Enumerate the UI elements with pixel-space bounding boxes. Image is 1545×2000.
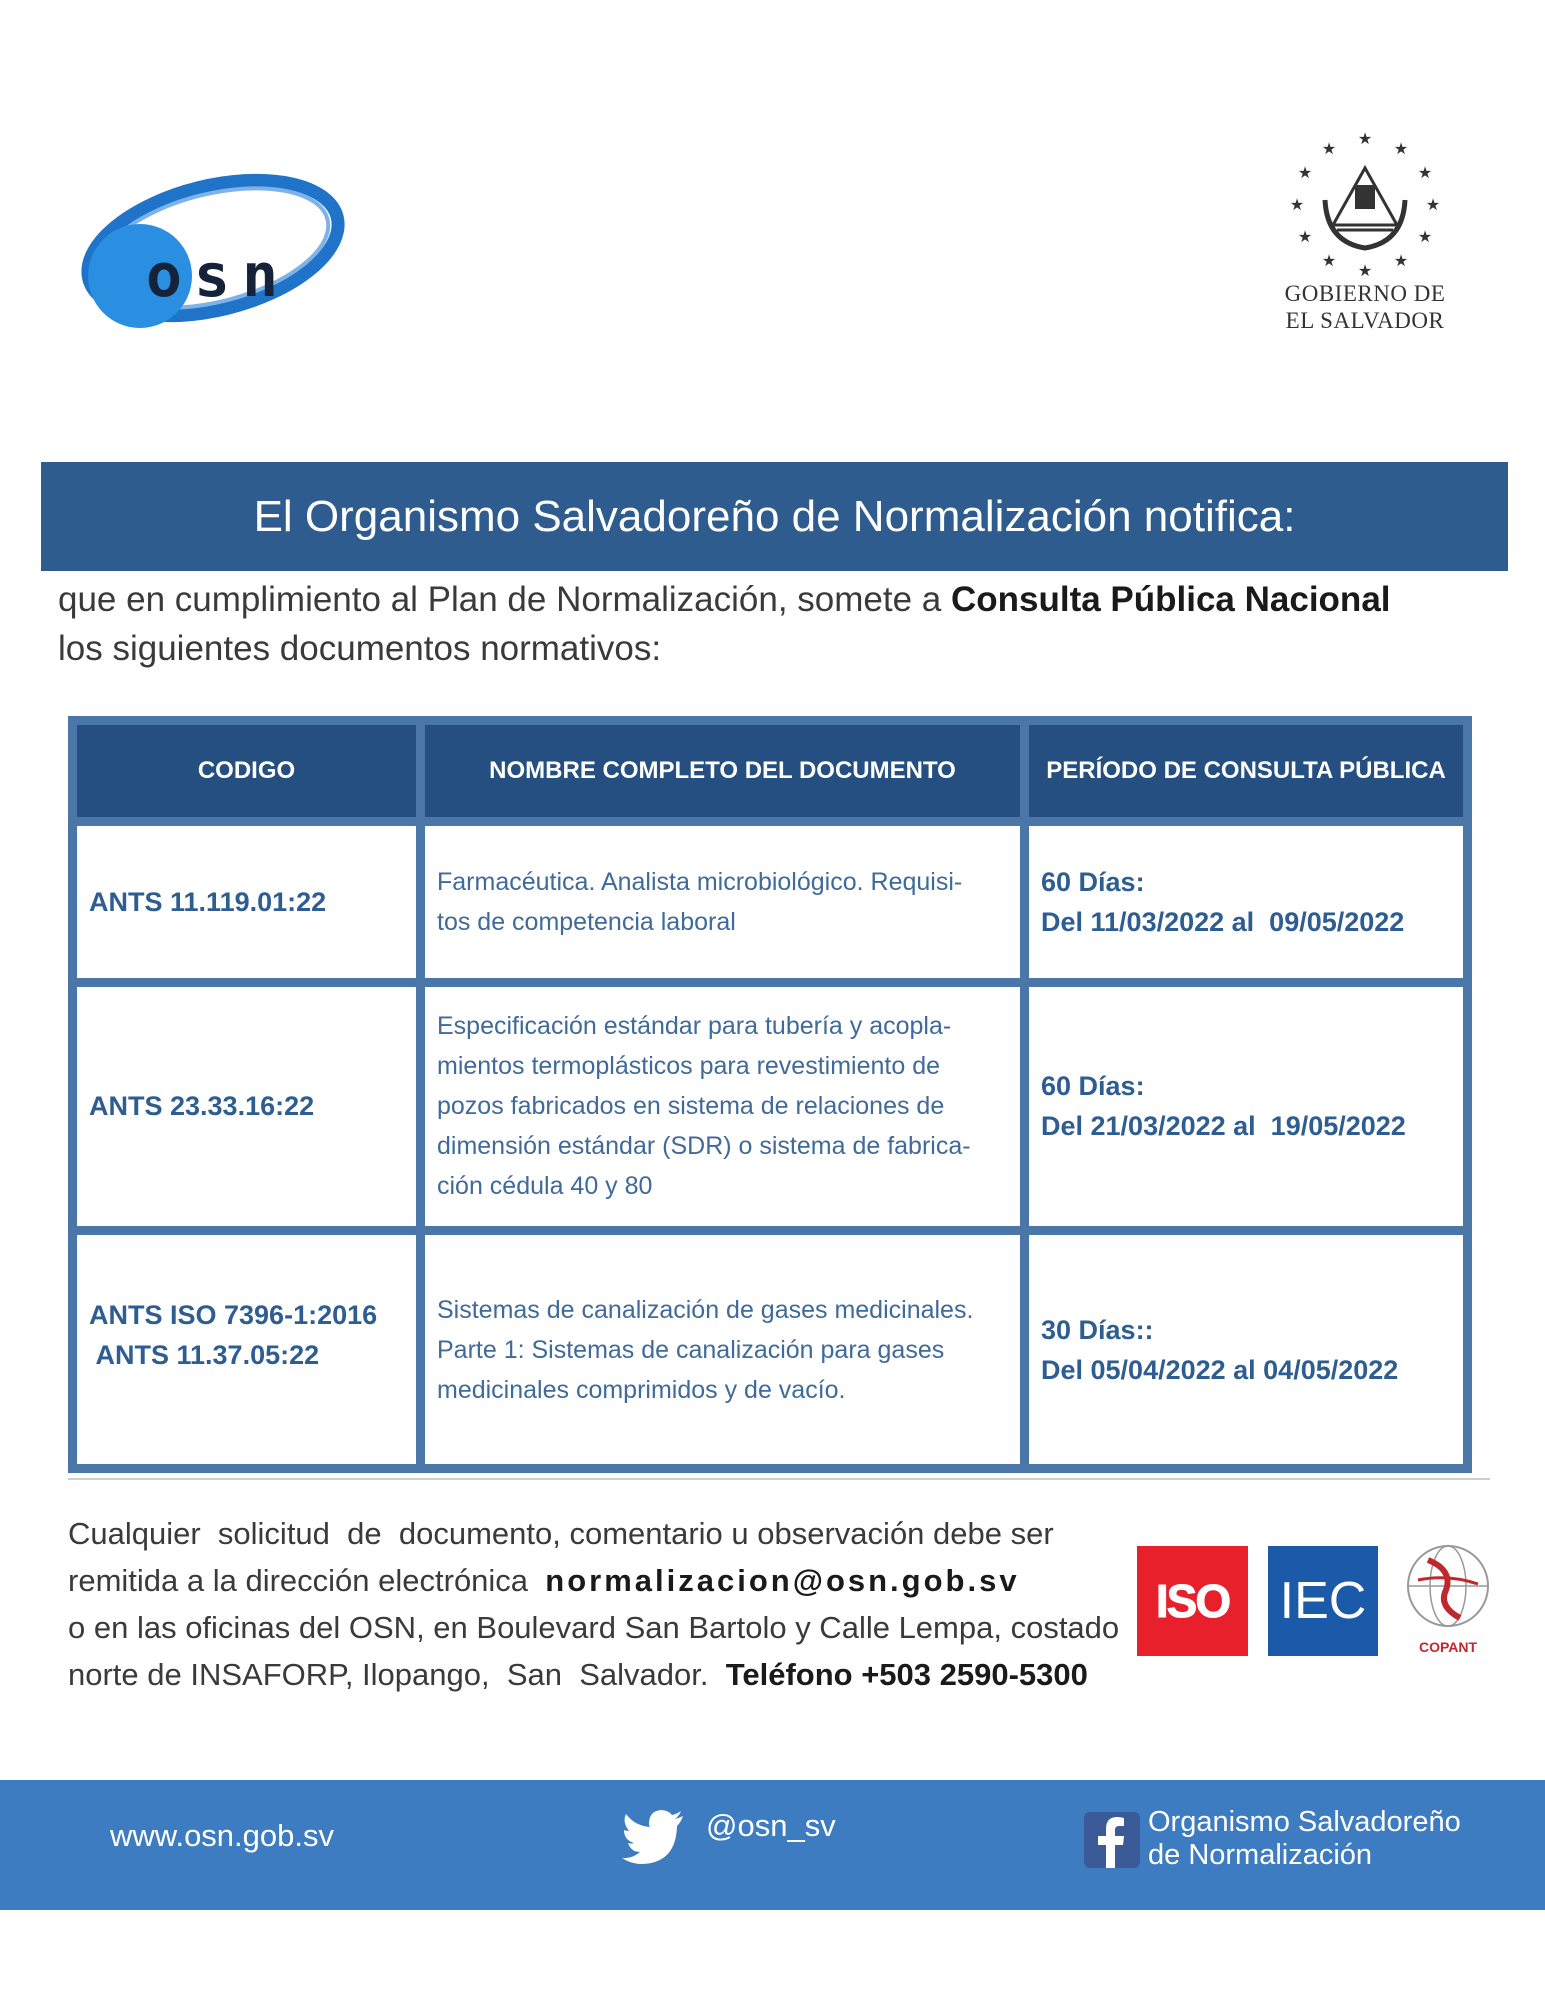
period-days: 60 Días:: [1041, 866, 1145, 897]
name-line: medicinales comprimidos y de vacío.: [437, 1375, 846, 1404]
svg-text:★: ★: [1357, 131, 1373, 148]
gov-name-line1: GOBIERNO DE: [1284, 281, 1446, 306]
period-cell: [1029, 1235, 1463, 1464]
intro-text-before: que en cumplimiento al Plan de Normalización, somete a: [58, 580, 951, 619]
phone-number: Teléfono +503 2590-5300: [725, 1657, 1088, 1692]
table-row: [77, 826, 1463, 978]
svg-text:★: ★: [1297, 229, 1313, 246]
svg-text:★: ★: [1393, 253, 1409, 270]
title-banner: [41, 462, 1508, 571]
coat-of-arms-icon: [1285, 130, 1445, 280]
name-line: Farmacéutica. Analista microbiológico. Requisi-: [437, 867, 963, 896]
contact-line1: Cualquier solicitud de documento, comentario u observación debe ser: [68, 1516, 1054, 1551]
code-line: ANTS 11.37.05:22: [89, 1340, 320, 1371]
iec-logo-text: IEC: [1279, 1572, 1367, 1630]
intro-text-after: los siguientes documentos normativos:: [58, 629, 662, 668]
code-cell: [77, 826, 416, 978]
twitter-handle[interactable]: @osn_sv: [706, 1808, 836, 1843]
name-line: ción cédula 40 y 80: [437, 1172, 653, 1201]
contact-line4: norte de INSAFORP, Ilopango, San Salvador.: [68, 1657, 726, 1692]
name-line: mientos termoplásticos para revestimiento de: [437, 1052, 941, 1081]
table-row: [77, 987, 1463, 1226]
name-line: pozos fabricados en sistema de relaciones de: [437, 1092, 945, 1121]
contact-line2: remitida a la dirección electrónica: [68, 1563, 546, 1598]
name-line: Especificación estándar para tubería y acopla-: [437, 1012, 952, 1041]
iec-logo: [1268, 1546, 1378, 1656]
facebook-icon[interactable]: [1084, 1812, 1140, 1868]
copant-logo: [1398, 1540, 1498, 1658]
divider: [68, 1478, 1490, 1480]
period-cell: [1029, 987, 1463, 1226]
copant-logo-text: COPANT: [1418, 1639, 1478, 1655]
iso-logo-text: ISO: [1155, 1575, 1230, 1627]
gobierno-logo: [1260, 130, 1470, 360]
svg-text:★: ★: [1321, 141, 1337, 158]
code-line: ANTS ISO 7396-1:2016: [89, 1300, 378, 1331]
twitter-icon[interactable]: [622, 1810, 684, 1864]
svg-text:★: ★: [1417, 165, 1433, 182]
code-line: ANTS 23.33.16:22: [89, 1091, 315, 1122]
period-days: 60 Días:: [1041, 1071, 1145, 1102]
period-range: Del 21/03/2022 al 19/05/2022: [1041, 1111, 1406, 1142]
name-cell: [425, 826, 1020, 978]
iso-logo: [1137, 1546, 1248, 1656]
name-line: dimensión estándar (SDR) o sistema de fabrica-: [437, 1132, 971, 1161]
code-line: ANTS 11.119.01:22: [89, 886, 327, 917]
svg-text:★: ★: [1321, 253, 1337, 270]
osn-logo-text: osn: [145, 241, 291, 311]
code-cell: [77, 1235, 416, 1464]
facebook-page-name[interactable]: [1148, 1806, 1461, 1872]
name-line: Parte 1: Sistemas de canalización para gases: [437, 1335, 945, 1364]
svg-text:★: ★: [1289, 197, 1305, 214]
svg-text:★: ★: [1425, 197, 1441, 214]
period-range: Del 11/03/2022 al 09/05/2022: [1041, 906, 1405, 937]
intro-paragraph: [58, 575, 1498, 673]
globe-icon: [1398, 1540, 1498, 1634]
gov-name-line2: EL SALVADOR: [1285, 308, 1445, 333]
table-row: [77, 1235, 1463, 1464]
table-header-row: [77, 725, 1463, 817]
name-line: Sistemas de canalización de gases medicinales.: [437, 1295, 974, 1324]
header-nombre: NOMBRE COMPLETO DEL DOCUMENTO: [425, 725, 1020, 817]
svg-text:★: ★: [1393, 141, 1409, 158]
period-days: 30 Días::: [1041, 1314, 1154, 1345]
contact-paragraph: [68, 1510, 1138, 1698]
contact-line3: o en las oficinas del OSN, en Boulevard San Bartolo y Calle Lempa, costado: [68, 1610, 1120, 1645]
header-codigo: CODIGO: [77, 725, 416, 817]
name-cell: [425, 987, 1020, 1226]
period-cell: [1029, 826, 1463, 978]
name-cell: [425, 1235, 1020, 1464]
name-line: tos de competencia laboral: [437, 907, 736, 936]
facebook-line2: de Normalización: [1148, 1839, 1373, 1871]
period-range: Del 05/04/2022 al 04/05/2022: [1041, 1354, 1399, 1385]
facebook-line1: Organismo Salvadoreño: [1148, 1806, 1461, 1838]
svg-text:★: ★: [1357, 263, 1373, 280]
header-periodo: PERÍODO DE CONSULTA PÚBLICA: [1029, 725, 1463, 817]
banner-title: El Organismo Salvadoreño de Normalización notifica:: [253, 491, 1296, 541]
documents-table: [68, 716, 1472, 1473]
svg-text:★: ★: [1417, 229, 1433, 246]
osn-logo: [78, 168, 348, 348]
svg-text:★: ★: [1297, 165, 1313, 182]
email-link[interactable]: normalizacion@osn.gob.sv: [545, 1563, 1020, 1598]
code-cell: [77, 987, 416, 1226]
intro-bold: Consulta Pública Nacional: [950, 580, 1391, 619]
website-link[interactable]: www.osn.gob.sv: [110, 1818, 334, 1853]
